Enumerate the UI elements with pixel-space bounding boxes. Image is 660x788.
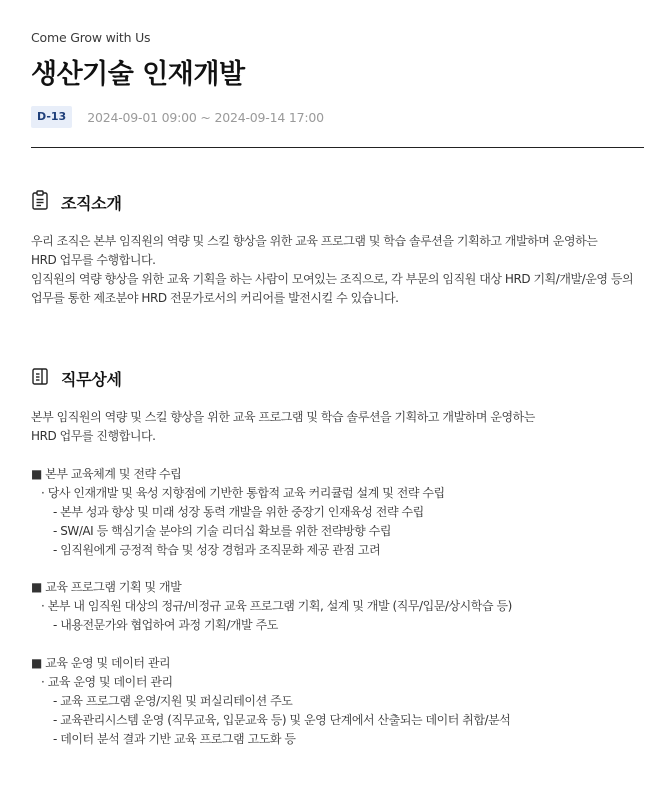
dday-badge: D-13 — [31, 106, 72, 128]
group-sub: · 당사 인재개발 및 육성 지향점에 기반한 통합적 교육 커리큘럼 설계 및 전략 수립 — [41, 486, 445, 500]
group-item: - SW/AI 등 핵심기술 분야의 기술 리더십 확보를 위한 전략방향 수립 — [53, 524, 391, 538]
section-title-job-detail: 직무상세 — [61, 369, 122, 389]
group-sub: · 본부 내 임직원 대상의 정규/비정규 교육 프로그램 기획, 설계 및 개발 (직무/입문/상시학습 등) — [41, 599, 512, 613]
org-intro-line: 우리 조직은 본부 임직원의 역량 및 스킬 향상을 위한 교육 프로그램 및 학습 솔루션을 기획하고 개발하며 운영하는 — [31, 234, 598, 248]
group-item: - 본부 성과 향상 및 미래 성장 동력 개발을 위한 중장기 인재육성 전략 수립 — [53, 505, 424, 519]
application-period: 2024-09-01 09:00 ~ 2024-09-14 17:00 — [87, 109, 324, 125]
group-item: - 교육 프로그램 운영/지원 및 퍼실리테이션 주도 — [53, 694, 293, 708]
group-heading: ■ 교육 프로그램 기획 및 개발 — [31, 580, 182, 594]
group-item: - 교육관리시스템 운영 (직무교육, 입문교육 등) 및 운영 단계에서 산출되는 데이터 취합/분석 — [53, 713, 511, 727]
org-intro-line: HRD 업무를 수행합니다. — [31, 253, 156, 267]
document-icon — [31, 366, 49, 390]
posting-meta — [31, 106, 324, 128]
tagline: Come Grow with Us — [31, 30, 151, 45]
header-divider — [31, 147, 644, 148]
org-intro-line: 임직원의 역량 향상을 위한 교육 기획을 하는 사람이 모여있는 조직으로, 각 부문의 임직원 대상 HRD 기획/개발/운영 등의 — [31, 272, 634, 286]
org-intro-line: 업무를 통한 제조분야 HRD 전문가로서의 커리어를 발전시킬 수 있습니다. — [31, 291, 399, 305]
clipboard-icon — [31, 190, 49, 214]
job-detail-intro-line: HRD 업무를 진행합니다. — [31, 429, 156, 443]
group-heading: ■ 교육 운영 및 데이터 관리 — [31, 656, 171, 670]
group-item: - 내용전문가와 협업하여 과정 기획/개발 주도 — [53, 618, 278, 632]
group-item: - 임직원에게 긍정적 학습 및 성장 경험과 조직문화 제공 관점 고려 — [53, 543, 381, 557]
section-job-detail-header — [31, 366, 122, 390]
group-heading: ■ 본부 교육체계 및 전략 수립 — [31, 467, 182, 481]
group-item: - 데이터 분석 결과 기반 교육 프로그램 고도화 등 — [53, 732, 296, 746]
page-title: 생산기술 인재개발 — [31, 59, 245, 90]
section-org-intro-header — [31, 190, 122, 214]
job-detail-intro-line: 본부 임직원의 역량 및 스킬 향상을 위한 교육 프로그램 및 학습 솔루션을 기획하고 개발하며 운영하는 — [31, 410, 535, 424]
section-title-org-intro: 조직소개 — [61, 193, 122, 213]
group-sub: · 교육 운영 및 데이터 관리 — [41, 675, 173, 689]
